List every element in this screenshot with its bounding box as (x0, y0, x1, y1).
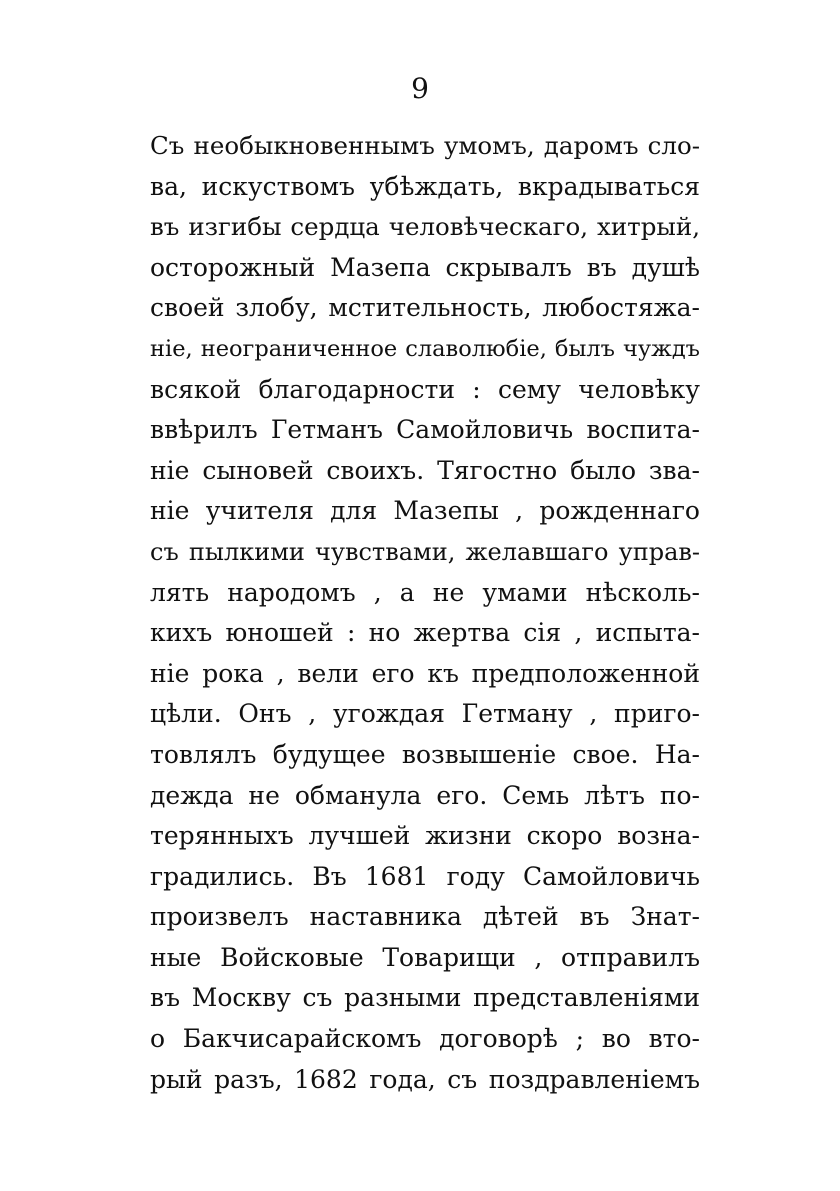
text-line: рый разъ, 1682 года, съ поздравленіемъ (150, 1064, 700, 1094)
text-line: произвелъ наставника дѣтей въ Знат- (150, 902, 700, 932)
text-line: ва, искуствомъ убѣждать, вкрадываться (150, 171, 700, 201)
text-line: въ изгибы сердца человѣческаго, хитрый, (150, 212, 700, 242)
text-line: цѣли. Онъ , угождая Гетману , приго- (150, 699, 700, 729)
text-line: своей злобу, мстительность, любостяжа- (150, 293, 700, 323)
text-line: въ Москву съ разными представленіями (150, 983, 700, 1013)
page-number: 9 (411, 72, 429, 105)
text-line: ніе, неограниченное славолюбіе, былъ чуждъ (150, 335, 700, 362)
text-line: лять народомъ , а не умами нѣсколь- (150, 577, 700, 607)
text-line: ніе учителя для Мазепы , рожденнаго (150, 496, 700, 526)
text-line: съ пылкими чувствами, желавшаго управ- (150, 537, 700, 566)
text-line: терянныхъ лучшей жизни скоро возна- (150, 821, 700, 851)
text-line: ные Войсковые Товарищи , отправилъ (150, 942, 700, 972)
text-line: ніе сыновей своихъ. Тягостно было зва- (150, 455, 700, 485)
text-line: всякой благодарности : сему человѣку (150, 374, 700, 404)
text-line: осторожный Мазепа скрывалъ въ душѣ (150, 252, 700, 282)
text-line: о Бакчисарайскомъ договорѣ ; во вто- (150, 1024, 700, 1054)
text-line: Съ необыкновеннымъ умомъ, даромъ сло- (150, 131, 700, 160)
text-line: кихъ юношей : но жертва сія , испыта- (150, 618, 700, 648)
text-line: ввѣрилъ Гетманъ Самойловичь воспита- (150, 415, 700, 445)
text-line: товлялъ будущее возвышеніе свое. На- (150, 739, 700, 769)
body-text (150, 126, 700, 1100)
text-line: градились. Въ 1681 году Самойловичь (150, 861, 700, 891)
text-line: ніе рока , вели его къ предположенной (150, 658, 700, 688)
text-line: дежда не обманула его. Семь лѣтъ по- (150, 780, 700, 810)
